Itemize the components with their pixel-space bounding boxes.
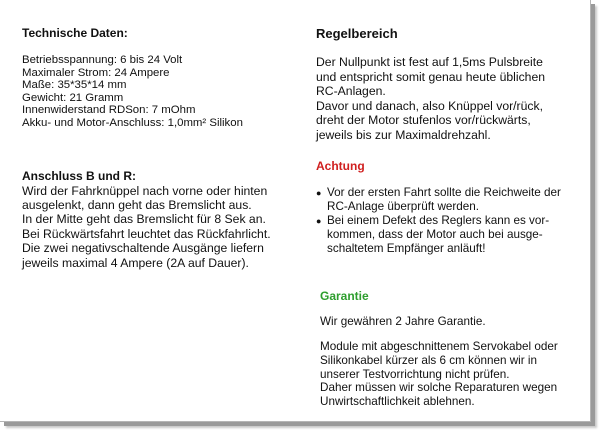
bullet-dot-icon: ● [316,215,322,226]
regelbereich-text [316,55,584,143]
garantie-line: Silikonkabel kürzer als 6 cm können wir in [320,353,537,367]
anschluss-heading: Anschluss B und R: [22,168,137,183]
regelbereich-line: jeweils bis zur Maximaldrehzahl. [316,127,491,142]
spec-connector: Akku- und Motor-Anschluss: 1,0mm² Silikon [22,116,243,129]
left-column [22,26,307,270]
spec-dimensions: Maße: 35*35*14 mm [22,79,127,92]
bullet-item [316,214,584,257]
garantie-line: Module mit abgeschnittenem Servokabel oder [320,340,558,353]
garantie-line: unserer Testvorrichtung nicht prüfen. [320,367,510,381]
garantie-heading: Garantie [320,289,369,303]
garantie-line: Unwirtschaftlichkeit ablehnen. [320,395,475,409]
regelbereich-line: und entspricht somit genau heute üblichen [316,69,546,84]
regelbereich-line: dreht der Motor stufenlos vor/rückwärts, [316,113,531,128]
spec-voltage: Betriebsspannung: 6 bis 24 Volt [22,54,183,66]
regelbereich-line: RC-Anlagen. [316,84,386,99]
spec-resistance: Innenwiderstand RDSon: 7 mOhm [22,104,196,117]
technische-daten-heading: Technische Daten: [22,26,128,40]
bullet-line: schaltetem Empfänger anläuft! [327,242,486,256]
anschluss-line: Bei Rückwärtsfahrt leuchtet das Rückfahrlicht. [22,226,271,241]
bullet-line: RC-Anlage überprüft werden. [327,199,480,213]
bullet-dot-icon: ● [316,187,322,198]
anschluss-line: Die zwei negativschaltende Ausgänge liefern [22,241,264,256]
garantie-line: Daher müssen wir solche Reparaturen wegen [320,381,558,395]
anschluss-line: In der Mitte geht das Bremslicht für 8 Sek an. [22,212,266,227]
spec-weight: Gewicht: 21 Gramm [22,91,124,104]
regelbereich-line: Davor und danach, also Knüppel vor/rück, [316,98,543,113]
anschluss-line: jeweils maximal 4 Ampere (2A auf Dauer). [22,255,249,270]
anschluss-line: ausgelenkt, dann geht das Bremslicht aus. [22,197,252,212]
bullet-line: Bei einem Defekt des Reglers kann es vor- [327,213,550,227]
right-column [316,26,584,257]
anschluss-text [22,184,307,270]
bullet-item [316,186,584,214]
anschluss-section [22,169,307,270]
anschluss-line: Wird der Fahrknüppel nach vorne oder hinten [22,183,268,198]
bullet-line: Vor der ersten Fahrt sollte die Reichweite der [327,185,561,199]
regelbereich-heading: Regelbereich [316,26,398,41]
regelbereich-line: Der Nullpunkt ist fest auf 1,5ms Pulsbreite [316,55,543,69]
achtung-bullet-list [316,186,584,257]
bullet-line: kommen, dass der Motor auch bei ausge- [327,228,543,242]
regelbereich-section [316,26,584,143]
garantie-statement: Wir gewähren 2 Jahre Garantie. [320,315,486,328]
spec-list [22,54,307,130]
spec-current: Maximaler Strom: 24 Ampere [22,66,170,79]
garantie-section [320,289,588,409]
achtung-heading: Achtung [316,158,365,173]
garantie-text [320,340,588,409]
